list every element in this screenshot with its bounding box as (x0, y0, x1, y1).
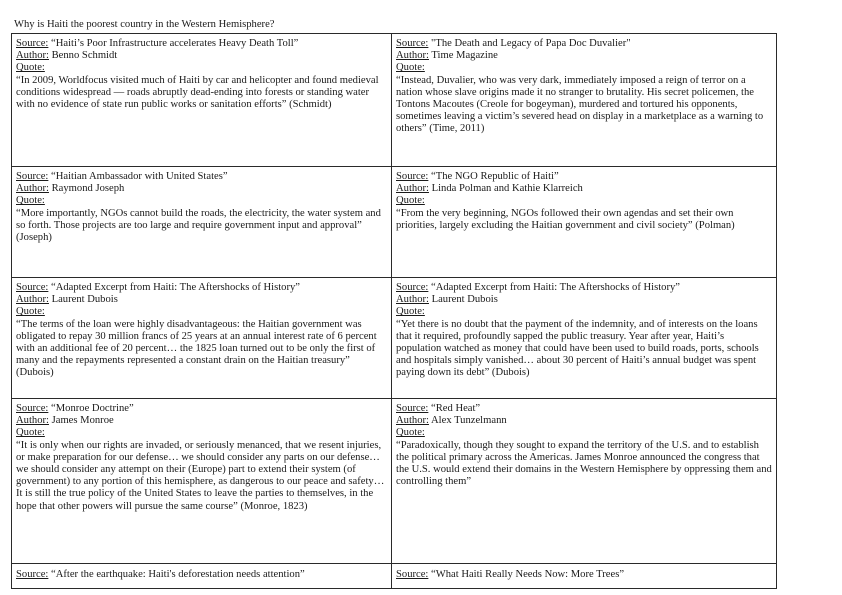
document-title: Why is Haiti the poorest country in the Western Hemisphere? (14, 19, 275, 30)
quote-text: “The terms of the loan were highly disadvantageous: the Haitian government was obligated to repay 30 million francs of 25 years at an annual interest rate of 6 percent with an additional fee of 20 percent… the 1825 loan turned out to be only the first of many and the repayments represented a constant drain on the Haitian treasury” (Dubois) (16, 318, 377, 379)
author-name: Linda Polman and Kathie Klarreich (428, 183, 583, 195)
source-title: “Adapted Excerpt from Haiti: The Aftershocks of History” (48, 282, 301, 293)
source-cell (392, 399, 777, 564)
author-label: Author: (396, 294, 429, 306)
source-cell (12, 564, 392, 589)
source-title: “Haiti’s Poor Infrastructure accelerates Heavy Death Toll” (48, 38, 299, 49)
source-label: Source: (16, 403, 49, 414)
source-title: “Monroe Doctrine” (48, 403, 134, 414)
author-label: Author: (396, 415, 429, 427)
table-row (12, 34, 777, 167)
quote-label: Quote: (16, 62, 45, 74)
source-label: Source: (396, 38, 429, 49)
quote-text: “More importantly, NGOs cannot build the roads, the electricity, the water system and so forth. Those projects are too large and require government input and approval” (Joseph) (16, 207, 381, 244)
source-label: Source: (16, 171, 49, 182)
source-title: “Red Heat” (428, 403, 481, 414)
quote-label: Quote: (16, 195, 45, 207)
author-label: Author: (16, 50, 49, 62)
source-label: Source: (16, 569, 49, 580)
source-title: “The NGO Republic of Haiti” (428, 171, 559, 182)
source-cell (12, 278, 392, 399)
source-cell (392, 34, 777, 167)
author-name: Benno Schmidt (48, 50, 118, 62)
quote-label: Quote: (396, 427, 425, 439)
author-name: Alex Tunzelmann (428, 415, 507, 427)
author-label: Author: (396, 50, 429, 62)
source-cell (12, 34, 392, 167)
source-label: Source: (16, 38, 49, 49)
source-label: Source: (396, 171, 429, 182)
table-row (12, 278, 777, 399)
sources-table (11, 33, 777, 589)
source-title: "The Death and Legacy of Papa Doc Duvalier" (428, 38, 631, 49)
table-row (12, 564, 777, 589)
author-name: Laurent Dubois (48, 294, 118, 306)
source-label: Source: (396, 569, 429, 580)
quote-label: Quote: (396, 306, 425, 318)
author-name: Raymond Joseph (48, 183, 125, 195)
quote-label: Quote: (396, 195, 425, 207)
author-label: Author: (16, 415, 49, 427)
quote-text: “Yet there is no doubt that the payment of the indemnity, and of interests on the loans that it required, profoundly sapped the public treasury. Year after year, Haiti’s population watched as money that could have been used to build roads, ports, schools and hospitals simply vanished… about 30 percent of Haiti’s annual budget was spent paying down its debt” (Dubois) (396, 318, 759, 379)
source-title: “Haitian Ambassador with United States” (48, 171, 228, 182)
source-label: Source: (16, 282, 49, 293)
quote-text: “It is only when our rights are invaded, or seriously menanced, that we resent injuries, or make preparation for our defense… we should consider any parts on our defense… we should consider any attempt on their (Europe) part to extend their system (of government) to any portion of this hemisphere, as dangerous to our peace and safety… It is still the true policy of the United States to leave the parties to themselves, in the hope that other powers will pursue the same course” (Monroe, 1823) (16, 439, 385, 512)
author-name: Laurent Dubois (428, 294, 498, 306)
quote-label: Quote: (16, 427, 45, 439)
source-title: “After the earthquake: Haiti's deforestation needs attention” (48, 569, 305, 580)
source-label: Source: (396, 282, 429, 293)
quote-label: Quote: (396, 62, 425, 74)
quote-text: “Paradoxically, though they sought to expand the territory of the U.S. and to establish the political primary across the Americas. James Monroe announced the congress that the U.S. would extend their domains in the Western Hemisphere by oppressing them and controlling them” (396, 439, 772, 488)
source-cell (392, 167, 777, 278)
source-cell (12, 399, 392, 564)
author-label: Author: (16, 183, 49, 195)
author-name: Time Magazine (428, 50, 498, 62)
quote-text: “In 2009, Worldfocus visited much of Haiti by car and helicopter and found medieval conditions widespread — roads abruptly dead-ending into forests or standing water with no evidence of state run public works or sanitation efforts” (Schmidt) (16, 74, 379, 111)
source-cell (392, 278, 777, 399)
source-title: “Adapted Excerpt from Haiti: The Aftershocks of History” (428, 282, 681, 293)
table-row (12, 167, 777, 278)
table-row (12, 399, 777, 564)
author-label: Author: (396, 183, 429, 195)
author-label: Author: (16, 294, 49, 306)
source-cell (392, 564, 777, 589)
quote-label: Quote: (16, 306, 45, 318)
source-cell (12, 167, 392, 278)
quote-text: “From the very beginning, NGOs followed their own agendas and set their own priorities, largely excluding the Haitian government and civil society” (Polman) (396, 207, 735, 231)
source-title: “What Haiti Really Needs Now: More Trees” (428, 569, 625, 580)
quote-text: “Instead, Duvalier, who was very dark, immediately imposed a reign of terror on a nation whose slave origins made it no stranger to brutality. His secret policemen, the Tontons Macoutes (Creole for bogeyman), murdered and tortured his opponents, sometimes leaving a victim’s severed head on display in a marketplace as a warning to others” (Time, 2011) (396, 74, 764, 135)
source-label: Source: (396, 403, 429, 414)
author-name: James Monroe (48, 415, 114, 427)
